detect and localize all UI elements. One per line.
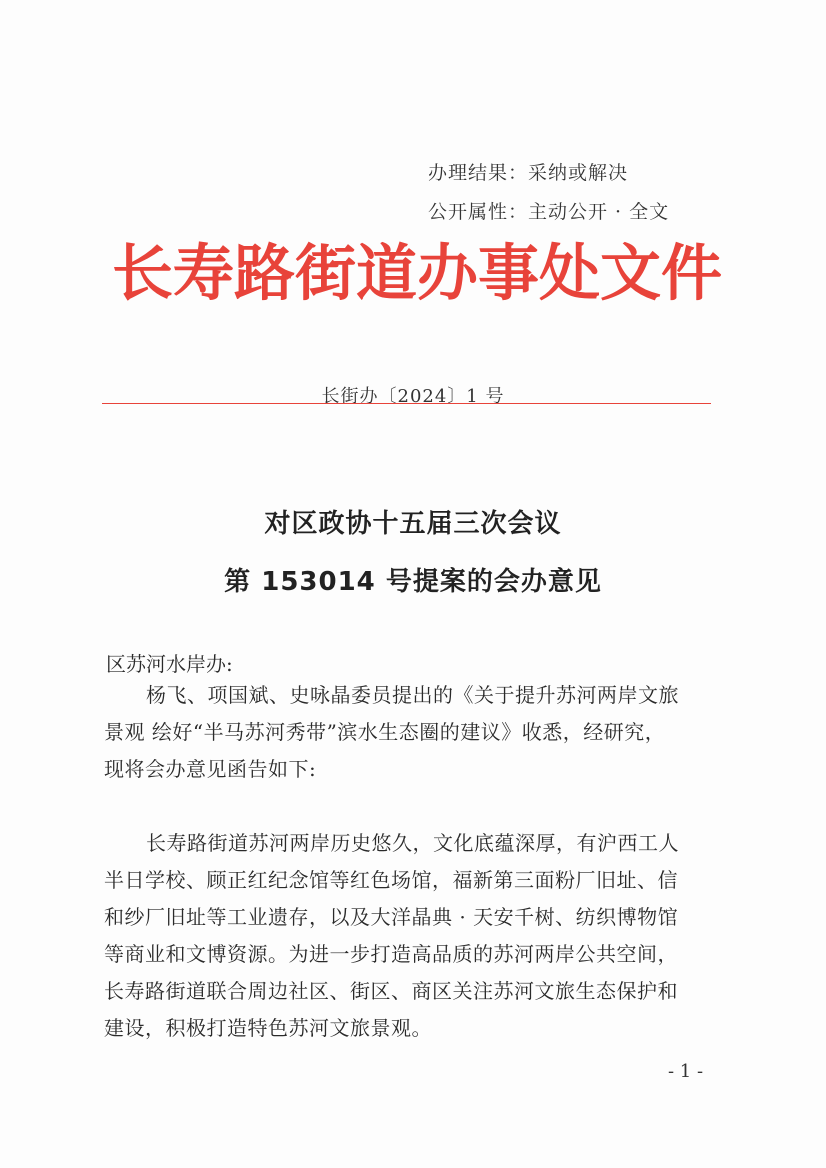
document-title-line-1: 对区政协十五届三次会议 xyxy=(264,509,562,539)
paragraph-line: 和纱厂旧址等工业遗存，以及大洋晶典 · 天安千树、纺织博物馆 xyxy=(104,905,679,929)
paragraph-line: 景观 绘好“半马苏河秀带”滨水生态圈的建议》收悉，经研究， xyxy=(104,720,666,744)
red-masthead: 长寿路街道办事处文件 xyxy=(112,238,723,309)
paragraph-line: 等商业和文博资源。为进一步打造高品质的苏河两岸公共空间， xyxy=(104,942,678,966)
document-title-line-2: 第 153014 号提案的会办意见 xyxy=(224,567,602,597)
paragraph-1 xyxy=(104,677,720,788)
paragraph-line: 长寿路街道苏河两岸历史悠久，文化底蕴深厚，有沪西工人 xyxy=(146,831,679,855)
paragraph-line: 长寿路街道联合周边社区、街区、商区关注苏河文旅生态保护和 xyxy=(104,979,678,1003)
paragraph-line: 杨飞、项国斌、史咏晶委员提出的《关于提升苏河两岸文旅 xyxy=(146,683,679,707)
salutation: 区苏河水岸办: xyxy=(106,652,233,676)
disclosure-attribute: 公开属性：主动公开 · 全文 xyxy=(428,201,670,223)
page-number: - 1 - xyxy=(668,1061,704,1082)
paragraph-line: 建设，积极打造特色苏河文旅景观。 xyxy=(104,1016,432,1040)
paragraph-line: 半日学校、顾正红纪念馆等红色场馆，福新第三面粉厂旧址、信 xyxy=(104,868,678,892)
red-separator-line xyxy=(102,403,711,404)
handling-result: 办理结果：采纳或解决 xyxy=(428,162,629,184)
paragraph-line: 现将会办意见函告如下: xyxy=(104,757,317,781)
document-number: 长街办〔2024〕1 号 xyxy=(321,386,505,407)
paragraph-2 xyxy=(104,825,720,1047)
